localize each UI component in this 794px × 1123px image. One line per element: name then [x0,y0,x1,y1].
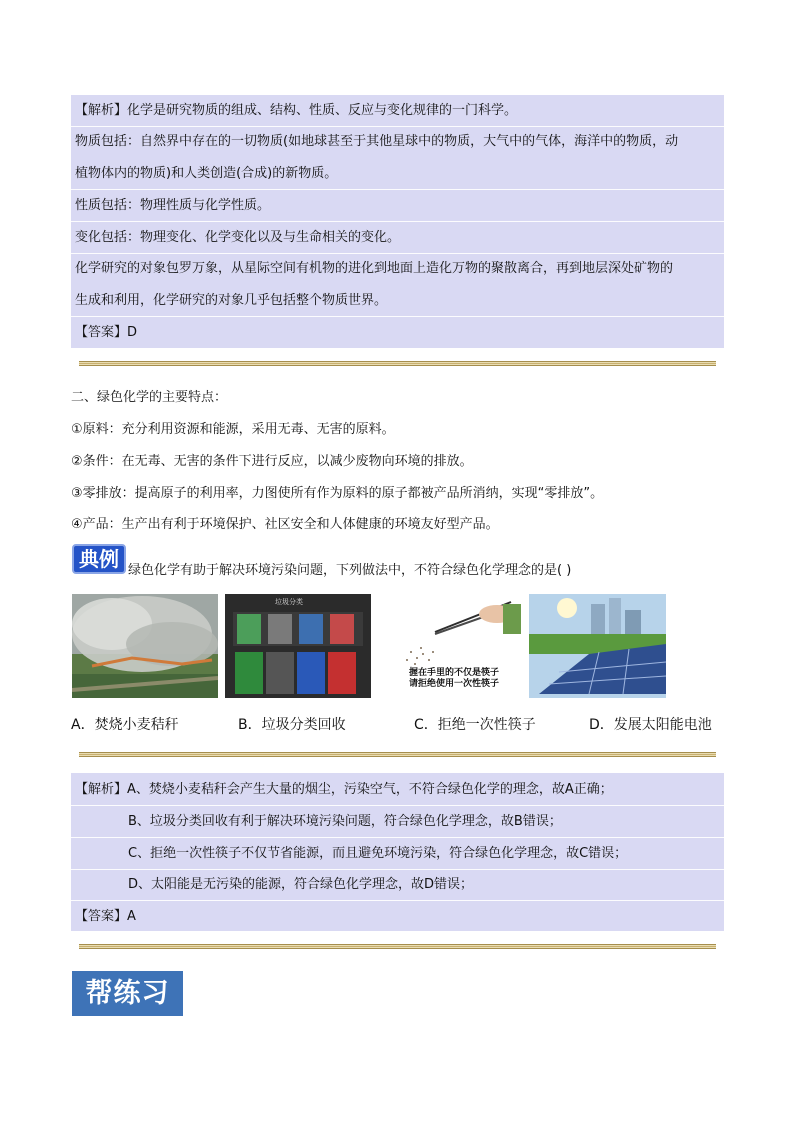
example-badge: 典例 [72,544,126,574]
solar-panels-image [529,594,666,698]
feature-item: ④产品：生产出有利于环境保护、社区安全和人体健康的环境友好型产品。 [71,517,499,532]
analysis-line: 化学研究的对象包罗万象，从星际空间有机物的进化到地面上造化万物的聚散离合，再到地层深处矿物的 [75,261,674,276]
option-d: D．发展太阳能电池 [589,717,712,733]
divider-rule [79,944,716,949]
example-question: 绿色化学有助于解决环境污染问题，下列做法中，不符合绿色化学理念的是( ) [128,563,572,578]
analysis-line: 性质包括：物理性质与化学性质。 [75,198,271,213]
analysis-line: 物质包括：自然界中存在的一切物质(如地球甚至于其他星球中的物质，大气中的气体，海洋中的物质，动 [75,134,679,149]
answer-line: 【答案】D [75,325,138,340]
analysis-line: B、垃圾分类回收有利于解决环境污染问题，符合绿色化学理念，故B错误； [128,814,562,829]
analysis-line: D、太阳能是无污染的能源，符合绿色化学理念，故D错误； [128,877,474,892]
burning-straw-image [72,594,218,698]
chopsticks-image [379,594,521,698]
answer-line: 【答案】A [75,909,136,924]
analysis-box-2 [71,773,724,931]
feature-item: ③零排放：提高原子的利用率，力图使所有作为原料的原子都被产品所消纳，实现“零排放”。 [71,486,604,501]
garbage-sorting-image [225,594,371,698]
analysis-line: 植物体内的物质)和人类创造(合成)的新物质。 [75,166,338,181]
feature-item: ①原料：充分利用资源和能源，采用无毒、无害的原料。 [71,422,395,437]
analysis-line: C、拒绝一次性筷子不仅节省能源，而且避免环境污染，符合绿色化学理念，故C错误； [128,846,628,861]
option-c: C．拒绝一次性筷子 [414,717,536,733]
divider-rule [79,361,716,366]
option-a: A．焚烧小麦秸秆 [71,717,179,733]
sign-text: 垃圾分类 [275,598,303,606]
analysis-line: 【解析】A、焚烧小麦秸秆会产生大量的烟尘，污染空气，不符合绿色化学的理念，故A正确； [75,782,613,797]
option-b: B．垃圾分类回收 [238,717,346,733]
analysis-box-1 [71,95,724,348]
analysis-line: 生成和利用，化学研究的对象几乎包括整个物质世界。 [75,293,388,308]
analysis-line: 变化包括：物理变化、化学变化以及与生命相关的变化。 [75,230,401,245]
feature-item: ②条件：在无毒、无害的条件下进行反应，以减少废物向环境的排放。 [71,454,473,469]
practice-title: 帮练习 [72,971,183,1016]
section-heading: 二、绿色化学的主要特点： [71,390,228,405]
divider-rule [79,752,716,757]
chopsticks-caption: 握在手里的不仅是筷子 请拒绝使用一次性筷子 [408,668,499,689]
analysis-line: 【解析】化学是研究物质的组成、结构、性质、反应与变化规律的一门科学。 [75,103,518,118]
